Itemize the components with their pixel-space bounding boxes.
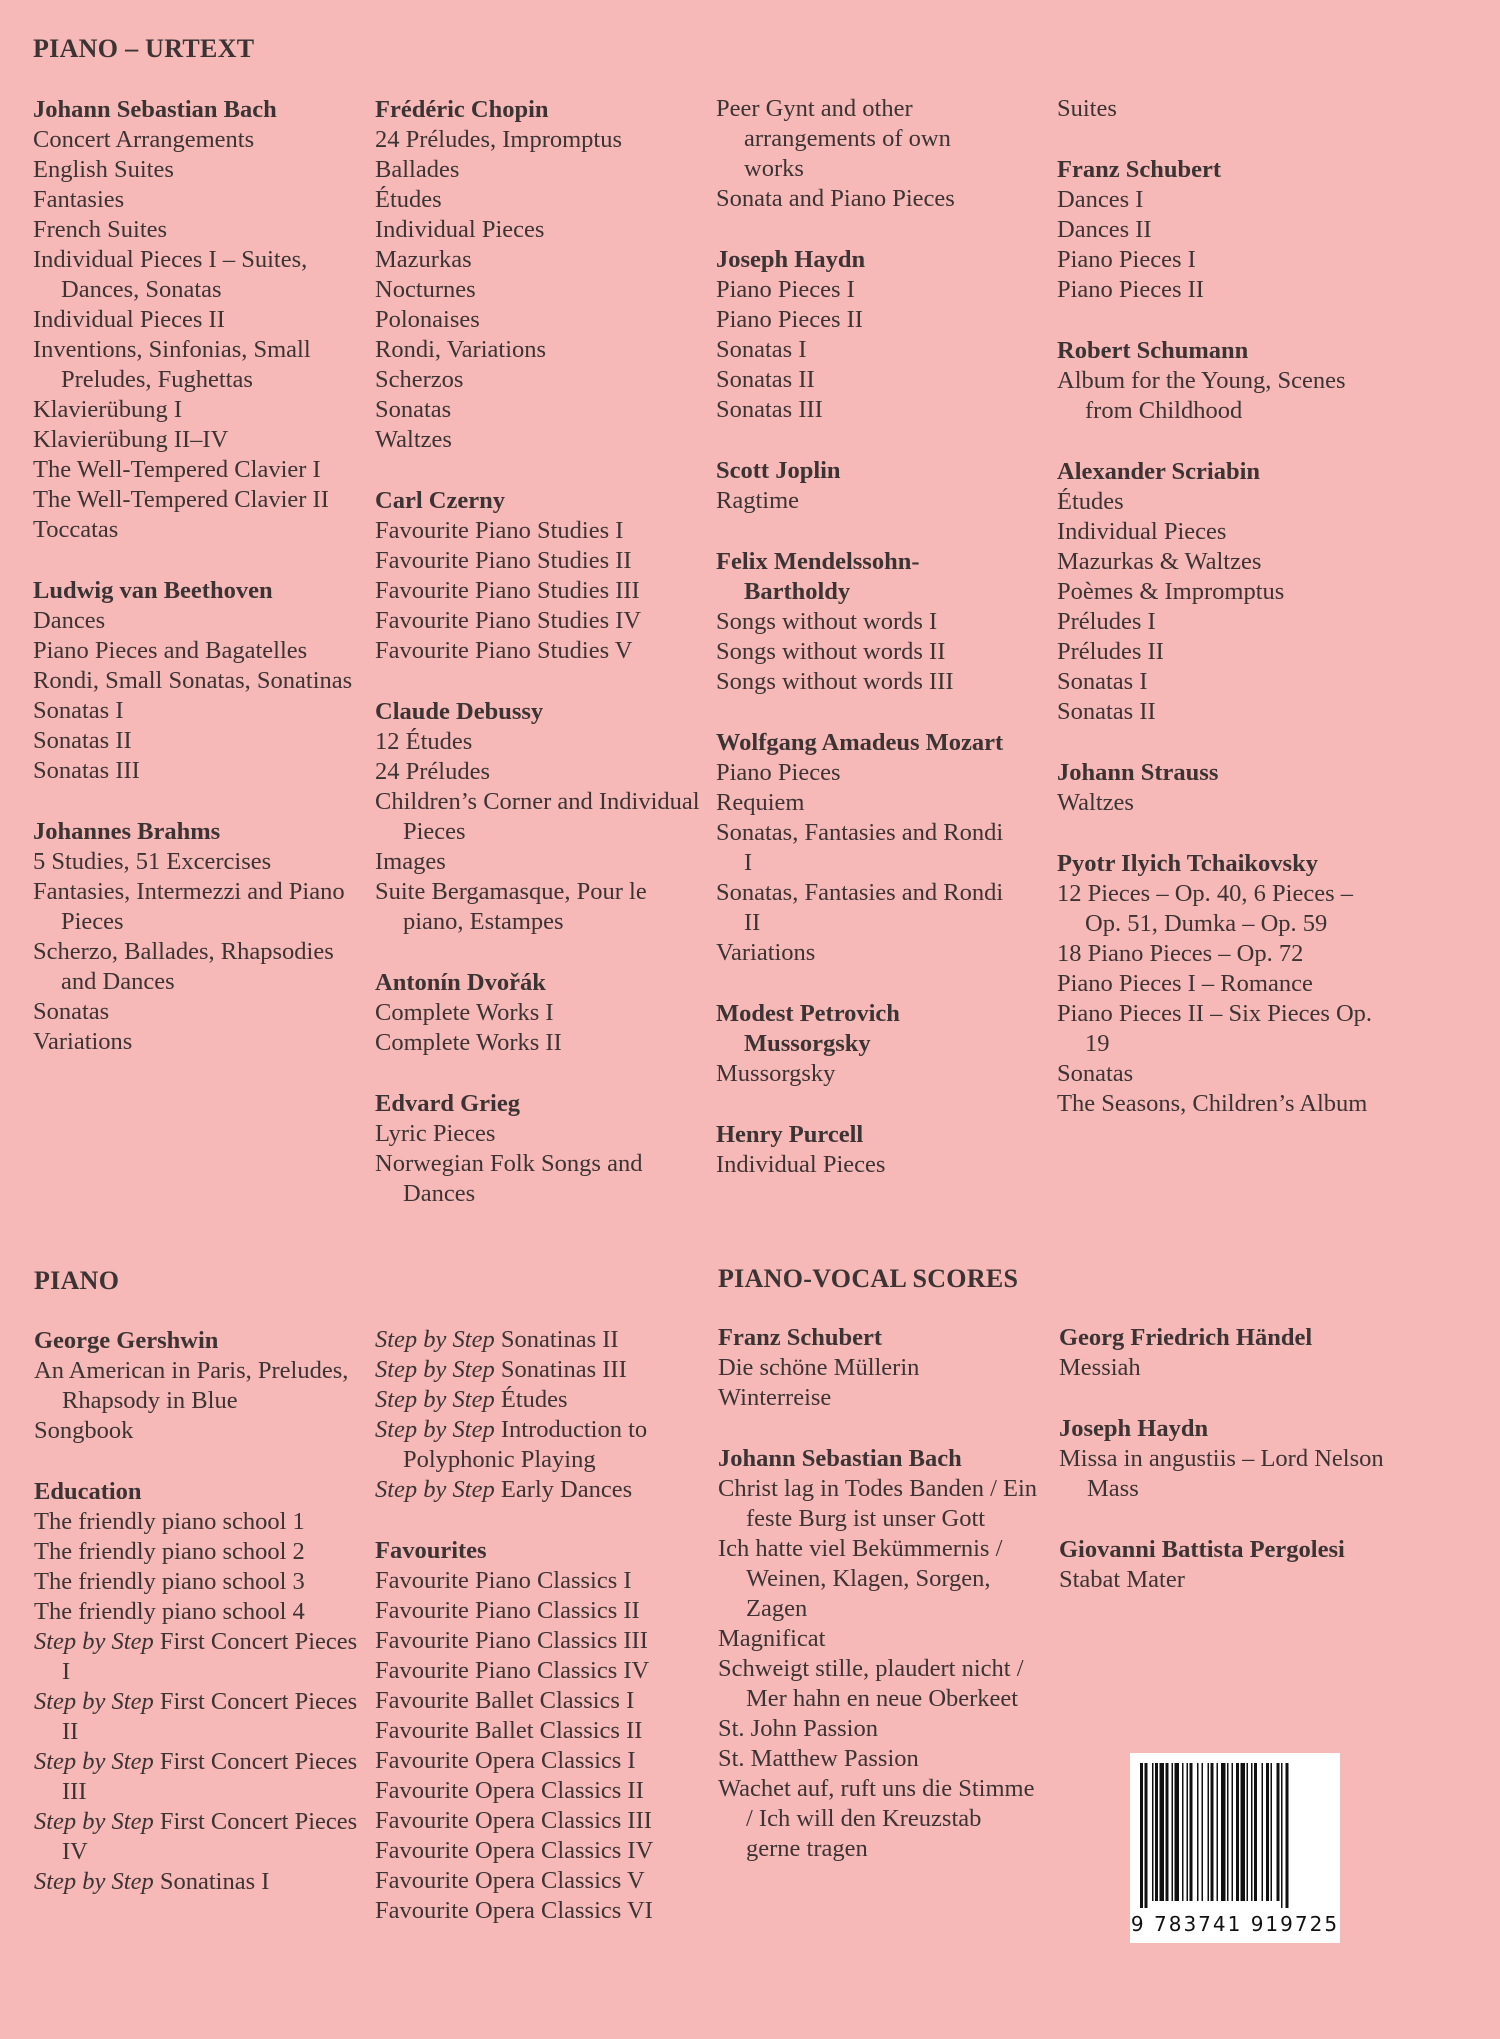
title-text: The friendly piano school 2 (34, 1538, 305, 1565)
composer-group-education (34, 1477, 364, 1897)
composer-heading: Alexander Scriabin (1057, 458, 1261, 485)
title-text: Favourite Opera Classics IV (375, 1837, 654, 1864)
composer-heading: Antonín Dvořák (375, 969, 546, 996)
title-item: Sonatas (1057, 1060, 1134, 1087)
series-name: Step by Step (375, 1476, 495, 1503)
composer-heading: Joseph Haydn (1059, 1415, 1209, 1442)
title-item: Favourite Piano Studies III (375, 577, 640, 604)
title-item: Songs without words III (716, 668, 954, 695)
section-title-piano: PIANO (34, 1266, 120, 1295)
title-text: Favourite Ballet Classics II (375, 1717, 643, 1744)
title-item: Waltzes (375, 426, 452, 453)
composer-group-franz-schubert (1057, 155, 1387, 305)
composer-group-antonin-dvorak (375, 968, 705, 1058)
title-item (375, 1776, 705, 1806)
title-item: Sonatas I (33, 697, 124, 724)
title-item: French Suites (33, 216, 168, 243)
title-item (375, 1385, 705, 1415)
barcode-bar (1232, 1763, 1234, 1901)
title-item: Lyric Pieces (375, 1120, 496, 1147)
title-item: Piano Pieces II (716, 306, 863, 333)
barcode-bar (1262, 1763, 1264, 1901)
title-item (34, 1807, 364, 1867)
barcode-bar (1211, 1763, 1214, 1901)
composer-group-frederic-chopin (375, 95, 705, 455)
barcode-bars (1138, 1763, 1332, 1908)
title-text: Favourite Opera Classics III (375, 1807, 652, 1834)
composer-heading: Edvard Grieg (375, 1090, 520, 1117)
title-item: Individual Pieces I – Suites, Dances, Sonatas (33, 246, 308, 303)
title-item (375, 1626, 705, 1656)
composer-heading: Johann Strauss (1057, 759, 1219, 786)
title-item: Peer Gynt and other arrangements of own works (716, 95, 951, 182)
isbn-number: 9 783741 919725 (1130, 1912, 1340, 1936)
barcode-bar (1241, 1763, 1246, 1901)
composer-group-george-gershwin (34, 1326, 364, 1446)
title-item (375, 1325, 705, 1355)
title-item: Piano Pieces (716, 759, 841, 786)
composer-group-favourites (375, 1536, 705, 1926)
title-item (375, 1415, 705, 1475)
title-text: Sonatinas III (494, 1356, 627, 1383)
composer-group-ludwig-van-beethoven (33, 576, 363, 786)
barcode-bar (1155, 1763, 1158, 1901)
title-item: Fantasies (33, 186, 125, 213)
composer-group-georg-friedrich-handel (1059, 1323, 1389, 1383)
title-item: Études (375, 186, 442, 213)
barcode-bar (1247, 1763, 1249, 1901)
barcode-bar (1217, 1763, 1219, 1901)
title-item: Suites (1057, 95, 1117, 122)
barcode-bar (1172, 1763, 1174, 1901)
title-item (34, 1416, 364, 1446)
title-item: 18 Piano Pieces – Op. 72 (1057, 940, 1304, 967)
barcode-bar (1281, 1763, 1283, 1908)
title-text: The friendly piano school 4 (34, 1598, 305, 1625)
composer-heading: Favourites (375, 1537, 487, 1564)
title-item: Individual Pieces II (33, 306, 225, 333)
title-text: Songbook (34, 1417, 134, 1444)
title-item: Waltzes (1057, 789, 1134, 816)
title-item: Requiem (716, 789, 805, 816)
composer-group-henry-purcell (716, 1120, 1016, 1180)
composer-group-robert-schumann (1057, 336, 1387, 426)
title-item: Préludes II (1057, 638, 1164, 665)
urtext-column-2 (375, 95, 705, 1209)
title-item: Klavierübung II–IV (33, 426, 229, 453)
title-item: Piano Pieces I (716, 276, 855, 303)
title-item: Die schöne Müllerin (718, 1354, 920, 1381)
title-item: Sonata and Piano Pieces (716, 185, 955, 212)
composer-group-scott-joplin (716, 456, 1016, 516)
title-item: Favourite Piano Studies I (375, 517, 624, 544)
title-item: Scherzos (375, 366, 464, 393)
title-item: Individual Pieces (716, 1151, 886, 1178)
title-text: The friendly piano school 1 (34, 1508, 305, 1535)
composer-heading: Johann Sebastian Bach (33, 96, 277, 123)
title-item (34, 1567, 364, 1597)
composer-heading: Joseph Haydn (716, 246, 866, 273)
composer-heading: Robert Schumann (1057, 337, 1249, 364)
composer-heading: Giovanni Battista Pergolesi (1059, 1536, 1345, 1563)
title-item: Mussorgsky (716, 1060, 836, 1087)
urtext-column-1 (33, 95, 363, 1057)
barcode-bar (1166, 1763, 1169, 1901)
section-title-piano-vocal-scores: PIANO-VOCAL SCORES (718, 1264, 1019, 1293)
composer-heading: Pyotr Ilyich Tchaikovsky (1057, 850, 1318, 877)
piano-column-1 (34, 1326, 364, 1897)
series-name: Step by Step (375, 1356, 495, 1383)
title-item: Messiah (1059, 1354, 1141, 1381)
title-item (375, 1836, 705, 1866)
title-item: 24 Préludes (375, 758, 490, 785)
title-item: Suite Bergamasque, Pour le piano, Estampes (375, 878, 647, 935)
composer-heading: George Gershwin (34, 1327, 219, 1354)
title-item (375, 1355, 705, 1385)
composer-heading: Franz Schubert (1057, 156, 1221, 183)
title-item: Nocturnes (375, 276, 476, 303)
urtext-column-3 (716, 94, 1016, 1180)
title-item: Sonatas III (33, 757, 140, 784)
title-text: Favourite Opera Classics I (375, 1747, 636, 1774)
title-text: Favourite Opera Classics VI (375, 1897, 653, 1924)
title-item: Dances (33, 607, 106, 634)
title-text: First Concert Pieces III (62, 1748, 358, 1805)
title-item: The Well-Tempered Clavier II (33, 486, 329, 513)
vocal-column-1 (718, 1323, 1038, 1864)
title-item: Sonatas, Fantasies and Rondi I (716, 819, 1004, 876)
series-name: Step by Step (34, 1628, 154, 1655)
title-item: Songs without words II (716, 638, 946, 665)
barcode-bar (1197, 1763, 1199, 1901)
composer-heading: Claude Debussy (375, 698, 544, 725)
title-item (375, 1566, 705, 1596)
composer-group-giovanni-battista-pergolesi (1059, 1535, 1389, 1595)
composer-group-johann-sebastian-bach (33, 95, 363, 545)
barcode-bar (1221, 1763, 1226, 1901)
composer-heading: Frédéric Chopin (375, 96, 549, 123)
isbn-barcode (1130, 1753, 1340, 1943)
title-item (375, 1746, 705, 1776)
barcode-bar (1271, 1763, 1273, 1901)
title-item (375, 1716, 705, 1746)
title-item: Piano Pieces II – Six Pieces Op. 19 (1057, 1000, 1373, 1057)
title-text: An American in Paris, Preludes, Rhapsody in Blue (34, 1357, 349, 1414)
section-title-piano-urtext: PIANO – URTEXT (33, 34, 255, 63)
title-item (375, 1475, 705, 1505)
title-item (34, 1627, 364, 1687)
barcode-bar (1190, 1763, 1193, 1901)
title-item: Scherzo, Ballades, Rhapsodies and Dances (33, 938, 334, 995)
composer-group-continued (716, 94, 1016, 214)
title-item: Fantasies, Intermezzi and Piano Pieces (33, 878, 345, 935)
title-item: Sonatas I (1057, 668, 1148, 695)
barcode-bar (1208, 1763, 1210, 1901)
title-text: Early Dances (494, 1476, 633, 1503)
urtext-column-4 (1057, 94, 1387, 1119)
title-item: 12 Pieces – Op. 40, 6 Pieces – Op. 51, Dumka – Op. 59 (1057, 880, 1353, 937)
composer-group-claude-debussy (375, 697, 705, 937)
composer-heading: Carl Czerny (375, 487, 505, 514)
title-item: Winterreise (718, 1384, 832, 1411)
title-item: Complete Works I (375, 999, 554, 1026)
title-item: Variations (716, 939, 816, 966)
title-text: Favourite Ballet Classics I (375, 1687, 635, 1714)
title-item: Children’s Corner and Individual Pieces (375, 788, 700, 845)
barcode-bar (1175, 1763, 1180, 1901)
barcode-bar (1277, 1763, 1280, 1901)
title-text: First Concert Pieces II (62, 1688, 358, 1745)
title-item: Variations (33, 1028, 133, 1055)
series-name: Step by Step (34, 1808, 154, 1835)
title-item: Sonatas I (716, 336, 807, 363)
title-item: 24 Préludes, Impromptus (375, 126, 623, 153)
title-item (375, 1596, 705, 1626)
title-item (375, 1866, 705, 1896)
composer-heading: Felix Mendelssohn-Bartholdy (716, 548, 920, 605)
composer-group-alexander-scriabin (1057, 457, 1387, 727)
title-item: Sonatas II (33, 727, 132, 754)
title-item (375, 1896, 705, 1926)
title-item: Inventions, Sinfonias, Small Preludes, Fughettas (33, 336, 311, 393)
title-text: Favourite Opera Classics II (375, 1777, 644, 1804)
composer-group-joseph-haydn (1059, 1414, 1389, 1504)
title-item: Mazurkas & Waltzes (1057, 548, 1262, 575)
title-item: Piano Pieces and Bagatelles (33, 637, 308, 664)
title-item: St. Matthew Passion (718, 1745, 919, 1772)
title-item: Sonatas (33, 998, 110, 1025)
barcode-bar (1182, 1763, 1184, 1901)
title-item: Songs without words I (716, 608, 938, 635)
barcode-bar (1286, 1763, 1289, 1908)
title-item: Schweigt stille, plaudert nicht / Mer hahn en neue Oberkeet (718, 1655, 1024, 1712)
title-item: Sonatas III (716, 396, 823, 423)
title-item: Individual Pieces (375, 216, 545, 243)
title-item: Études (1057, 488, 1124, 515)
title-text: Favourite Piano Classics III (375, 1627, 648, 1654)
title-item: Préludes I (1057, 608, 1156, 635)
title-item: Stabat Mater (1059, 1566, 1185, 1593)
title-text: Favourite Piano Classics IV (375, 1657, 650, 1684)
title-item: Norwegian Folk Songs and Dances (375, 1150, 643, 1207)
composer-heading: Johannes Brahms (33, 818, 221, 845)
title-item (375, 1656, 705, 1686)
barcode-bar (1202, 1763, 1204, 1901)
series-name: Step by Step (375, 1326, 495, 1353)
title-text: Introduction to Polyphonic Playing (403, 1416, 648, 1473)
title-item: Images (375, 848, 446, 875)
composer-group-felix-mendelssohn-bartholdy (716, 547, 1016, 697)
title-text: First Concert Pieces IV (62, 1808, 358, 1865)
composer-group-joseph-haydn (716, 245, 1016, 425)
barcode-bar (1251, 1763, 1253, 1901)
title-item (34, 1867, 364, 1897)
barcode-bar (1160, 1763, 1165, 1901)
composer-group-johannes-brahms (33, 817, 363, 1057)
composer-group-johann-sebastian-bach (718, 1444, 1038, 1864)
title-item: Piano Pieces I – Romance (1057, 970, 1313, 997)
title-item: Sonatas, Fantasies and Rondi II (716, 879, 1004, 936)
title-item: Dances I (1057, 186, 1144, 213)
barcode-bar (1266, 1763, 1269, 1901)
title-text: Favourite Piano Classics II (375, 1597, 640, 1624)
composer-group-pyotr-ilyich-tchaikovsky (1057, 849, 1387, 1119)
title-item: Klavierübung I (33, 396, 182, 423)
title-item: Album for the Young, Scenes from Childhood (1057, 367, 1346, 424)
composer-heading: Education (34, 1478, 142, 1505)
composer-heading: Ludwig van Beethoven (33, 577, 273, 604)
composer-heading: Georg Friedrich Händel (1059, 1324, 1313, 1351)
title-item: Christ lag in Todes Banden / Ein feste Burg ist unser Gott (718, 1475, 1038, 1532)
title-item: Rondi, Small Sonatas, Sonatinas (33, 667, 353, 694)
title-item: Favourite Piano Studies V (375, 637, 633, 664)
title-text: First Concert Pieces I (62, 1628, 358, 1685)
title-item: St. John Passion (718, 1715, 878, 1742)
title-item: Sonatas II (716, 366, 815, 393)
title-item: Individual Pieces (1057, 518, 1227, 545)
composer-group-carl-czerny (375, 486, 705, 666)
title-item (34, 1597, 364, 1627)
barcode-bar (1187, 1763, 1189, 1901)
title-item: Polonaises (375, 306, 480, 333)
barcode-bar (1152, 1763, 1154, 1901)
title-item: Mazurkas (375, 246, 472, 273)
title-item: Ich hatte viel Bekümmernis / Weinen, Klagen, Sorgen, Zagen (718, 1535, 1003, 1622)
composer-group-johann-strauss (1057, 758, 1387, 818)
barcode-bar (1254, 1763, 1257, 1901)
title-item: Ragtime (716, 487, 800, 514)
barcode-bar (1236, 1763, 1239, 1901)
barcode-bar (1145, 1763, 1148, 1908)
title-item: Wachet auf, ruft uns die Stimme / Ich will den Kreuzstab gerne tragen (718, 1775, 1035, 1862)
title-item: Rondi, Variations (375, 336, 547, 363)
title-item: Piano Pieces II (1057, 276, 1204, 303)
title-text: The friendly piano school 3 (34, 1568, 305, 1595)
title-text: Favourite Piano Classics I (375, 1567, 632, 1594)
title-item (34, 1537, 364, 1567)
composer-group-modest-petrovich-mussorgsky (716, 999, 1016, 1089)
series-name: Step by Step (34, 1868, 154, 1895)
title-item (34, 1747, 364, 1807)
title-item: Concert Arrangements (33, 126, 255, 153)
piano-column-2 (375, 1325, 705, 1926)
title-item: Missa in angustiis – Lord Nelson Mass (1059, 1445, 1384, 1502)
title-item: Favourite Piano Studies II (375, 547, 632, 574)
title-item: Ballades (375, 156, 460, 183)
title-item (34, 1687, 364, 1747)
title-item: Dances II (1057, 216, 1152, 243)
title-item (34, 1507, 364, 1537)
series-name: Step by Step (375, 1386, 495, 1413)
title-item: Toccatas (33, 516, 119, 543)
title-item: 5 Studies, 51 Excercises (33, 848, 272, 875)
title-item (34, 1356, 364, 1416)
title-text: Favourite Opera Classics V (375, 1867, 645, 1894)
title-item: Sonatas II (1057, 698, 1156, 725)
title-item: The Well-Tempered Clavier I (33, 456, 321, 483)
composer-group-wolfgang-amadeus-mozart (716, 728, 1016, 968)
composer-group-edvard-grieg (375, 1089, 705, 1209)
title-item: Complete Works II (375, 1029, 562, 1056)
composer-heading: Johann Sebastian Bach (718, 1445, 962, 1472)
title-item: Magnificat (718, 1625, 826, 1652)
composer-heading: Franz Schubert (718, 1324, 882, 1351)
title-item (375, 1806, 705, 1836)
vocal-column-2 (1059, 1323, 1389, 1595)
barcode-bar (1140, 1763, 1143, 1908)
composer-heading: Henry Purcell (716, 1121, 864, 1148)
composer-heading: Modest Petrovich Mussorgsky (716, 1000, 900, 1057)
title-item (375, 1686, 705, 1716)
title-item: 12 Études (375, 728, 473, 755)
series-name: Step by Step (34, 1688, 154, 1715)
composer-heading: Wolfgang Amadeus Mozart (716, 729, 1004, 756)
series-name: Step by Step (34, 1748, 154, 1775)
title-item: English Suites (33, 156, 174, 183)
title-item: Piano Pieces I (1057, 246, 1196, 273)
series-name: Step by Step (375, 1416, 495, 1443)
barcode-bar (1227, 1763, 1229, 1901)
title-text: Études (494, 1386, 568, 1413)
title-text: Sonatinas II (494, 1326, 619, 1353)
title-item: The Seasons, Children’s Album (1057, 1090, 1368, 1117)
title-item: Sonatas (375, 396, 452, 423)
composer-group-franz-schubert (718, 1323, 1038, 1413)
composer-heading: Scott Joplin (716, 457, 841, 484)
composer-group-continued (375, 1325, 705, 1505)
composer-group-continued (1057, 94, 1387, 124)
title-item: Poèmes & Impromptus (1057, 578, 1285, 605)
title-item: Favourite Piano Studies IV (375, 607, 642, 634)
title-text: Sonatinas I (153, 1868, 270, 1895)
